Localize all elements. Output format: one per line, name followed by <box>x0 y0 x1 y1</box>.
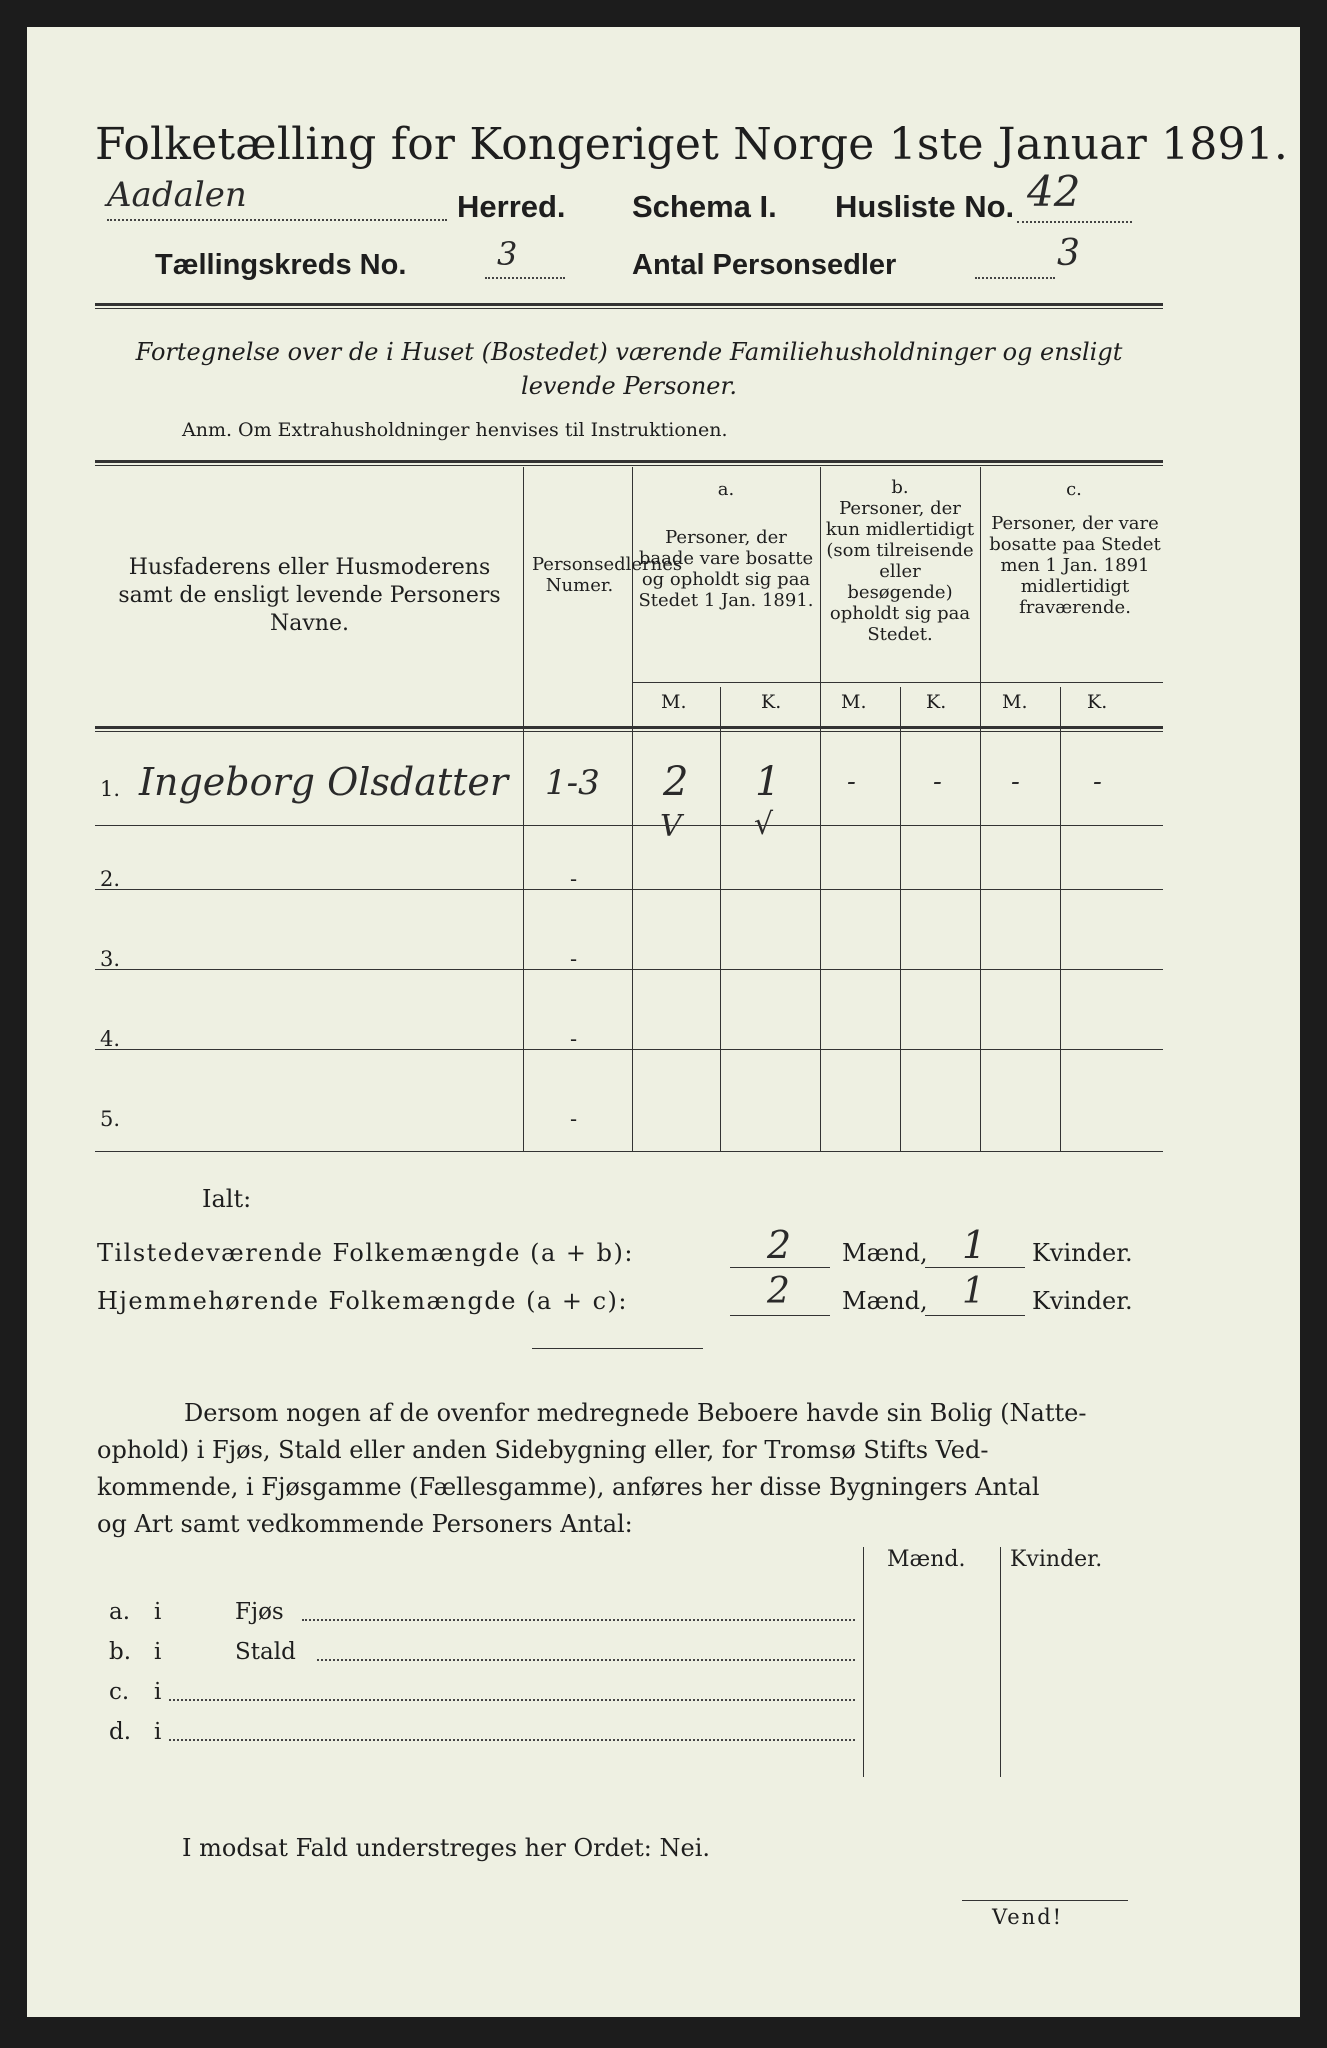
tilstede-maend-value: 2 <box>767 1223 792 1267</box>
building-d-dots <box>169 1739 855 1741</box>
paragraph-line-3: kommende, i Fjøsgamme (Fællesgamme), anføres her disse Bygningers Antal <box>97 1473 1040 1501</box>
building-c-i: i <box>154 1679 162 1705</box>
col-header-c: Personer, der vare bosatte paa Stedet men 1 Jan. 1891 midlertidigt fraværende. <box>989 513 1161 618</box>
col-header-a-letter: a. <box>717 479 735 500</box>
tilstede-label: Tilstedeværende Folkemængde (a + b): <box>97 1239 634 1267</box>
census-form-page <box>27 27 1300 2017</box>
building-c-dots <box>169 1699 855 1701</box>
husliste-dotted-line <box>1017 221 1132 223</box>
col-header-b-letter: b. <box>891 477 909 498</box>
row-2-rule <box>95 889 1163 890</box>
schema-label: Schema I. <box>632 189 777 224</box>
header-rule-thin <box>95 308 1163 309</box>
row-1-a-k-check: √ <box>754 807 774 842</box>
husliste-label: Husliste No. <box>835 189 1015 224</box>
husliste-value: 42 <box>1027 167 1081 216</box>
building-b-letter: b. <box>109 1639 132 1665</box>
col-c-m-label: M. <box>1002 691 1028 713</box>
row-4-number: 4. <box>100 1027 121 1051</box>
hjemme-maend-value: 2 <box>767 1271 790 1312</box>
hjemme-kvinder-value: 1 <box>962 1271 985 1312</box>
row-5-num: - <box>570 1107 578 1131</box>
antal-dotted-line <box>975 277 1055 279</box>
buildings-maend-header: Mænd. <box>887 1547 966 1572</box>
row-1-a-m-check: V <box>660 809 682 844</box>
row-5-number: 5. <box>100 1107 121 1131</box>
building-a-i: i <box>154 1599 162 1625</box>
col-c-k-label: K. <box>1087 691 1108 713</box>
row-3-number: 3. <box>100 947 121 971</box>
paragraph-line-2: ophold) i Fjøs, Stald eller anden Sidebygning eller, for Tromsø Stifts Ved- <box>97 1436 989 1464</box>
col-divider-a-mk <box>720 687 721 1152</box>
tilstede-kvinder-line <box>925 1267 1025 1268</box>
row-4-num: - <box>570 1027 578 1051</box>
tilstede-maend-label: Mænd, <box>842 1239 928 1267</box>
paragraph-line-1: Dersom nogen af de ovenfor medregnede Beboere havde sin Bolig (Natte- <box>184 1399 1087 1427</box>
kreds-dotted-line <box>485 277 565 279</box>
building-b-dots <box>317 1659 855 1661</box>
building-d-i: i <box>154 1719 162 1745</box>
table-top-rule <box>95 460 1163 463</box>
col-divider-c-mk <box>1060 687 1061 1152</box>
col-header-c-letter: c. <box>1066 479 1082 500</box>
row-1-b-m: - <box>847 767 856 797</box>
row-3-num: - <box>570 947 578 971</box>
row-1-c-k: - <box>1093 767 1102 797</box>
col-header-name: Husfaderens eller Husmoderens samt de ensligt levende Personers Navne. <box>118 555 501 636</box>
col-b-m-label: M. <box>841 691 867 713</box>
hjemme-label: Hjemmehørende Folkemængde (a + c): <box>97 1287 628 1315</box>
herred-value: Aadalen <box>107 175 247 215</box>
tilstede-maend-line <box>730 1267 830 1268</box>
col-divider-b-mk <box>900 687 901 1152</box>
tilstede-kvinder-value: 1 <box>962 1223 987 1267</box>
building-a-letter: a. <box>109 1599 131 1625</box>
row-2-number: 2. <box>100 867 121 891</box>
col-header-b: Personer, der kun midlertidigt (som tilreisende eller besøgende) opholdt sig paa Stedet. <box>825 498 975 645</box>
row-1-c-m: - <box>1011 767 1020 797</box>
col-header-a: Personer, der baade vare bosatte og opholdt sig paa Stedet 1 Jan. 1891. <box>638 527 814 611</box>
vend-label: Vend! <box>992 1905 1064 1929</box>
hjemme-maend-label: Mænd, <box>842 1287 928 1315</box>
col-b-k-label: K. <box>926 691 947 713</box>
herred-dotted-line <box>107 219 447 221</box>
table-bottom-rule <box>95 1151 1163 1152</box>
row-4-rule <box>95 1049 1163 1050</box>
header-rule <box>95 303 1163 306</box>
col-header-num: Personsedlernes Numer. <box>532 554 683 596</box>
section-divider <box>532 1348 703 1349</box>
building-a-name: Fjøs <box>235 1599 284 1625</box>
building-d-letter: d. <box>109 1719 132 1745</box>
hjemme-kvinder-label: Kvinder. <box>1032 1287 1133 1315</box>
col-a-m-label: M. <box>661 691 687 713</box>
herred-label: Herred. <box>457 189 566 224</box>
tilstede-kvinder-label: Kvinder. <box>1032 1239 1133 1267</box>
row-1-num: 1-3 <box>545 763 600 803</box>
antal-label: Antal Personsedler <box>632 249 897 281</box>
antal-value: 3 <box>1057 233 1080 274</box>
building-c-letter: c. <box>109 1679 130 1705</box>
vend-rule <box>962 1900 1128 1901</box>
row-2-num: - <box>570 867 578 891</box>
kreds-value: 3 <box>497 235 518 273</box>
row-3-rule <box>95 969 1163 970</box>
row-1-a-k: 1 <box>755 759 781 805</box>
row-1-number: 1. <box>100 777 121 801</box>
footer-note: I modsat Fald understreges her Ordet: Nei. <box>182 1834 711 1862</box>
ialt-label: Ialt: <box>202 1185 252 1213</box>
subheader-rule <box>632 682 1163 683</box>
buildings-divider-1 <box>863 1547 864 1777</box>
kreds-label: Tællingskreds No. <box>155 249 407 281</box>
building-b-i: i <box>154 1639 162 1665</box>
anm-note: Anm. Om Extrahusholdninger henvises til Instruktionen. <box>182 419 728 441</box>
row-1-b-k: - <box>933 767 942 797</box>
paragraph-line-4: og Art samt vedkommende Personers Antal: <box>97 1510 633 1538</box>
row-1-rule <box>95 825 1163 826</box>
table-top-rule-thin <box>95 465 1163 466</box>
intro-text: Fortegnelse over de i Huset (Bostedet) værende Familiehusholdninger og ensligt levende Personer. <box>135 338 1123 400</box>
hjemme-kvinder-line <box>925 1315 1025 1316</box>
col-a-k-label: K. <box>761 691 782 713</box>
form-title: Folketælling for Kongeriget Norge 1ste Januar 1891. <box>95 119 1289 170</box>
buildings-kvinder-header: Kvinder. <box>1010 1547 1103 1572</box>
building-b-name: Stald <box>235 1639 296 1665</box>
header-bottom-rule-thin <box>95 731 1163 732</box>
row-1-name: Ingeborg Olsdatter <box>139 760 509 804</box>
header-bottom-rule <box>95 726 1163 729</box>
building-a-dots <box>302 1619 855 1621</box>
buildings-divider-2 <box>1000 1547 1001 1777</box>
row-1-a-m: 2 <box>663 759 689 805</box>
hjemme-maend-line <box>730 1315 830 1316</box>
